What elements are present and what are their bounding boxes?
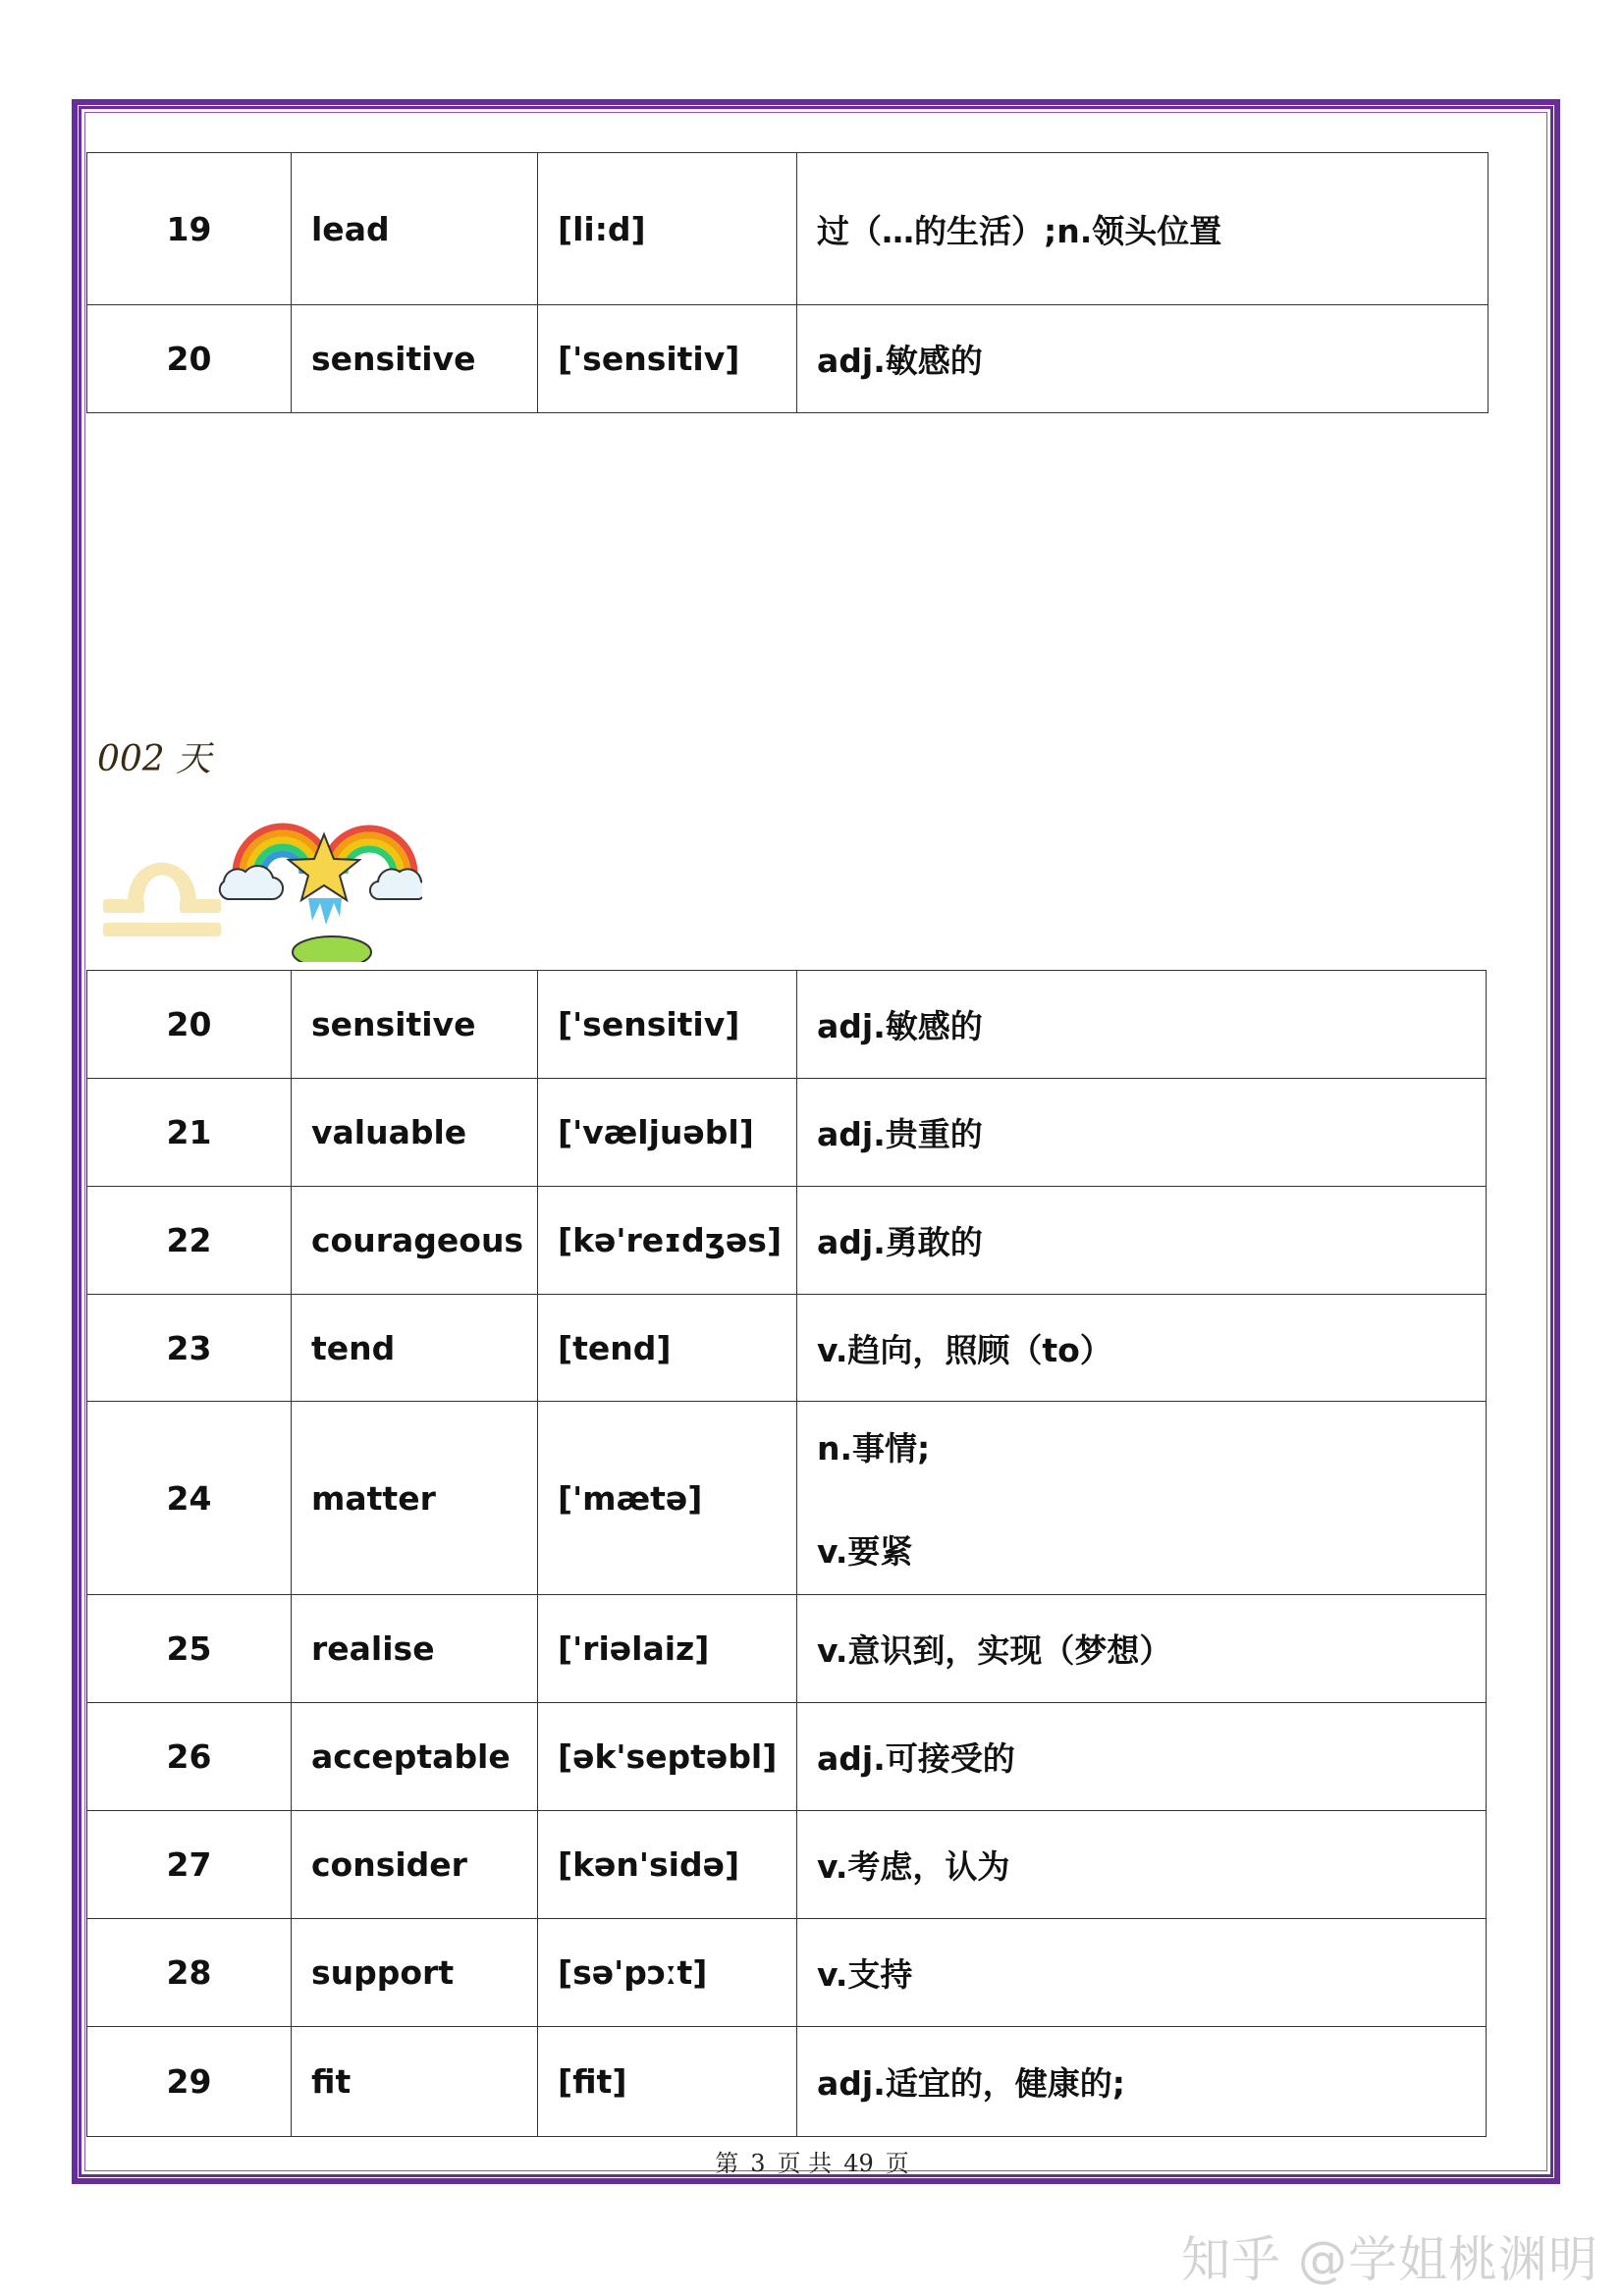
table-row: [87, 2027, 1487, 2137]
table-row: [87, 305, 1489, 413]
entry-meaning: [797, 305, 1489, 413]
meaning-line: adj.贵重的: [817, 1115, 983, 1153]
entry-phonetic: [tend]: [538, 1295, 797, 1402]
entry-meaning: [797, 153, 1489, 305]
entry-meaning: [797, 971, 1487, 1079]
meaning-line: adj.敏感的: [817, 342, 983, 380]
entry-phonetic: ['sensitiv]: [538, 971, 797, 1079]
entry-word: lead: [292, 153, 538, 305]
entry-number: 27: [87, 1811, 292, 1919]
entry-number: 25: [87, 1595, 292, 1703]
meaning-line: v.支持: [817, 1955, 913, 1994]
entry-meaning: [797, 1187, 1487, 1295]
entry-word: sensitive: [292, 305, 538, 413]
meaning-line: n.事情;: [817, 1429, 931, 1468]
meaning-line: adj.敏感的: [817, 1007, 983, 1045]
entry-word: acceptable: [292, 1703, 538, 1811]
table-row: [87, 971, 1487, 1079]
table-row: [87, 1703, 1487, 1811]
entry-word: consider: [292, 1811, 538, 1919]
entry-number: 24: [87, 1402, 292, 1595]
entry-number: 22: [87, 1187, 292, 1295]
entry-meaning: [797, 1595, 1487, 1703]
entry-word: sensitive: [292, 971, 538, 1079]
entry-phonetic: [kən'sidə]: [538, 1811, 797, 1919]
meaning-line: adj.可接受的: [817, 1739, 1015, 1778]
entry-meaning: [797, 1703, 1487, 1811]
entry-word: tend: [292, 1295, 538, 1402]
entry-word: fit: [292, 2027, 538, 2137]
vocab-table-top: [86, 152, 1489, 413]
table-row: [87, 1402, 1487, 1595]
entry-number: 29: [87, 2027, 292, 2137]
entry-number: 19: [87, 153, 292, 305]
table-row: [87, 1295, 1487, 1402]
entry-meaning: [797, 1295, 1487, 1402]
entry-phonetic: [kə'reɪdʒəs]: [538, 1187, 797, 1295]
entry-meaning: [797, 1811, 1487, 1919]
meaning-line: adj.勇敢的: [817, 1223, 983, 1261]
entry-phonetic: ['riəlaiz]: [538, 1595, 797, 1703]
entry-phonetic: ['mætə]: [538, 1402, 797, 1595]
entry-number: 26: [87, 1703, 292, 1811]
entry-meaning: [797, 2027, 1487, 2137]
entry-phonetic: [li:d]: [538, 153, 797, 305]
entry-number: 23: [87, 1295, 292, 1402]
entry-number: 20: [87, 971, 292, 1079]
page-footer: [0, 2144, 1624, 2178]
watermark: 知乎 @学姐桃渊明: [1181, 2231, 1598, 2288]
entry-meaning: [797, 1079, 1487, 1187]
entry-word: valuable: [292, 1079, 538, 1187]
footer-suffix: 页: [885, 2150, 909, 2177]
table-row: [87, 1187, 1487, 1295]
table-row: [87, 1919, 1487, 2027]
entry-number: 28: [87, 1919, 292, 2027]
entry-word: matter: [292, 1402, 538, 1595]
table-row: [87, 153, 1489, 305]
day-label: 002 天: [97, 739, 212, 779]
meaning-line: v.考虑，认为: [817, 1847, 1010, 1886]
entry-word: courageous: [292, 1187, 538, 1295]
entry-phonetic: ['væljuəbl]: [538, 1079, 797, 1187]
meaning-line: adj.适宜的，健康的;: [817, 2064, 1125, 2103]
entry-word: realise: [292, 1595, 538, 1703]
entry-number: 21: [87, 1079, 292, 1187]
vocab-table-main: [86, 970, 1487, 2137]
decoration-graphic: [98, 805, 422, 962]
entry-phonetic: [ək'septəbl]: [538, 1703, 797, 1811]
footer-middle: 页 共: [777, 2150, 833, 2177]
entry-word: support: [292, 1919, 538, 2027]
entry-meaning: [797, 1919, 1487, 2027]
entry-phonetic: [sə'pɔːt]: [538, 1919, 797, 2027]
table-row: [87, 1595, 1487, 1703]
entry-number: 20: [87, 305, 292, 413]
meaning-line: v.意识到，实现（梦想）: [817, 1631, 1172, 1670]
meaning-line: v.要紧: [817, 1532, 913, 1571]
entry-phonetic: [fit]: [538, 2027, 797, 2137]
meaning-line: v.趋向，照顾（to）: [817, 1330, 1112, 1369]
meaning-line: 过（…的生活）;n.领头位置: [817, 211, 1222, 250]
footer-total-pages: 49: [843, 2150, 874, 2177]
entry-phonetic: ['sensitiv]: [538, 305, 797, 413]
table-row: [87, 1811, 1487, 1919]
entry-meaning: [797, 1402, 1487, 1595]
table-row: [87, 1079, 1487, 1187]
footer-prefix: 第: [715, 2150, 739, 2177]
libra-symbol-icon: [103, 863, 221, 936]
footer-page-number: 3: [750, 2150, 766, 2177]
